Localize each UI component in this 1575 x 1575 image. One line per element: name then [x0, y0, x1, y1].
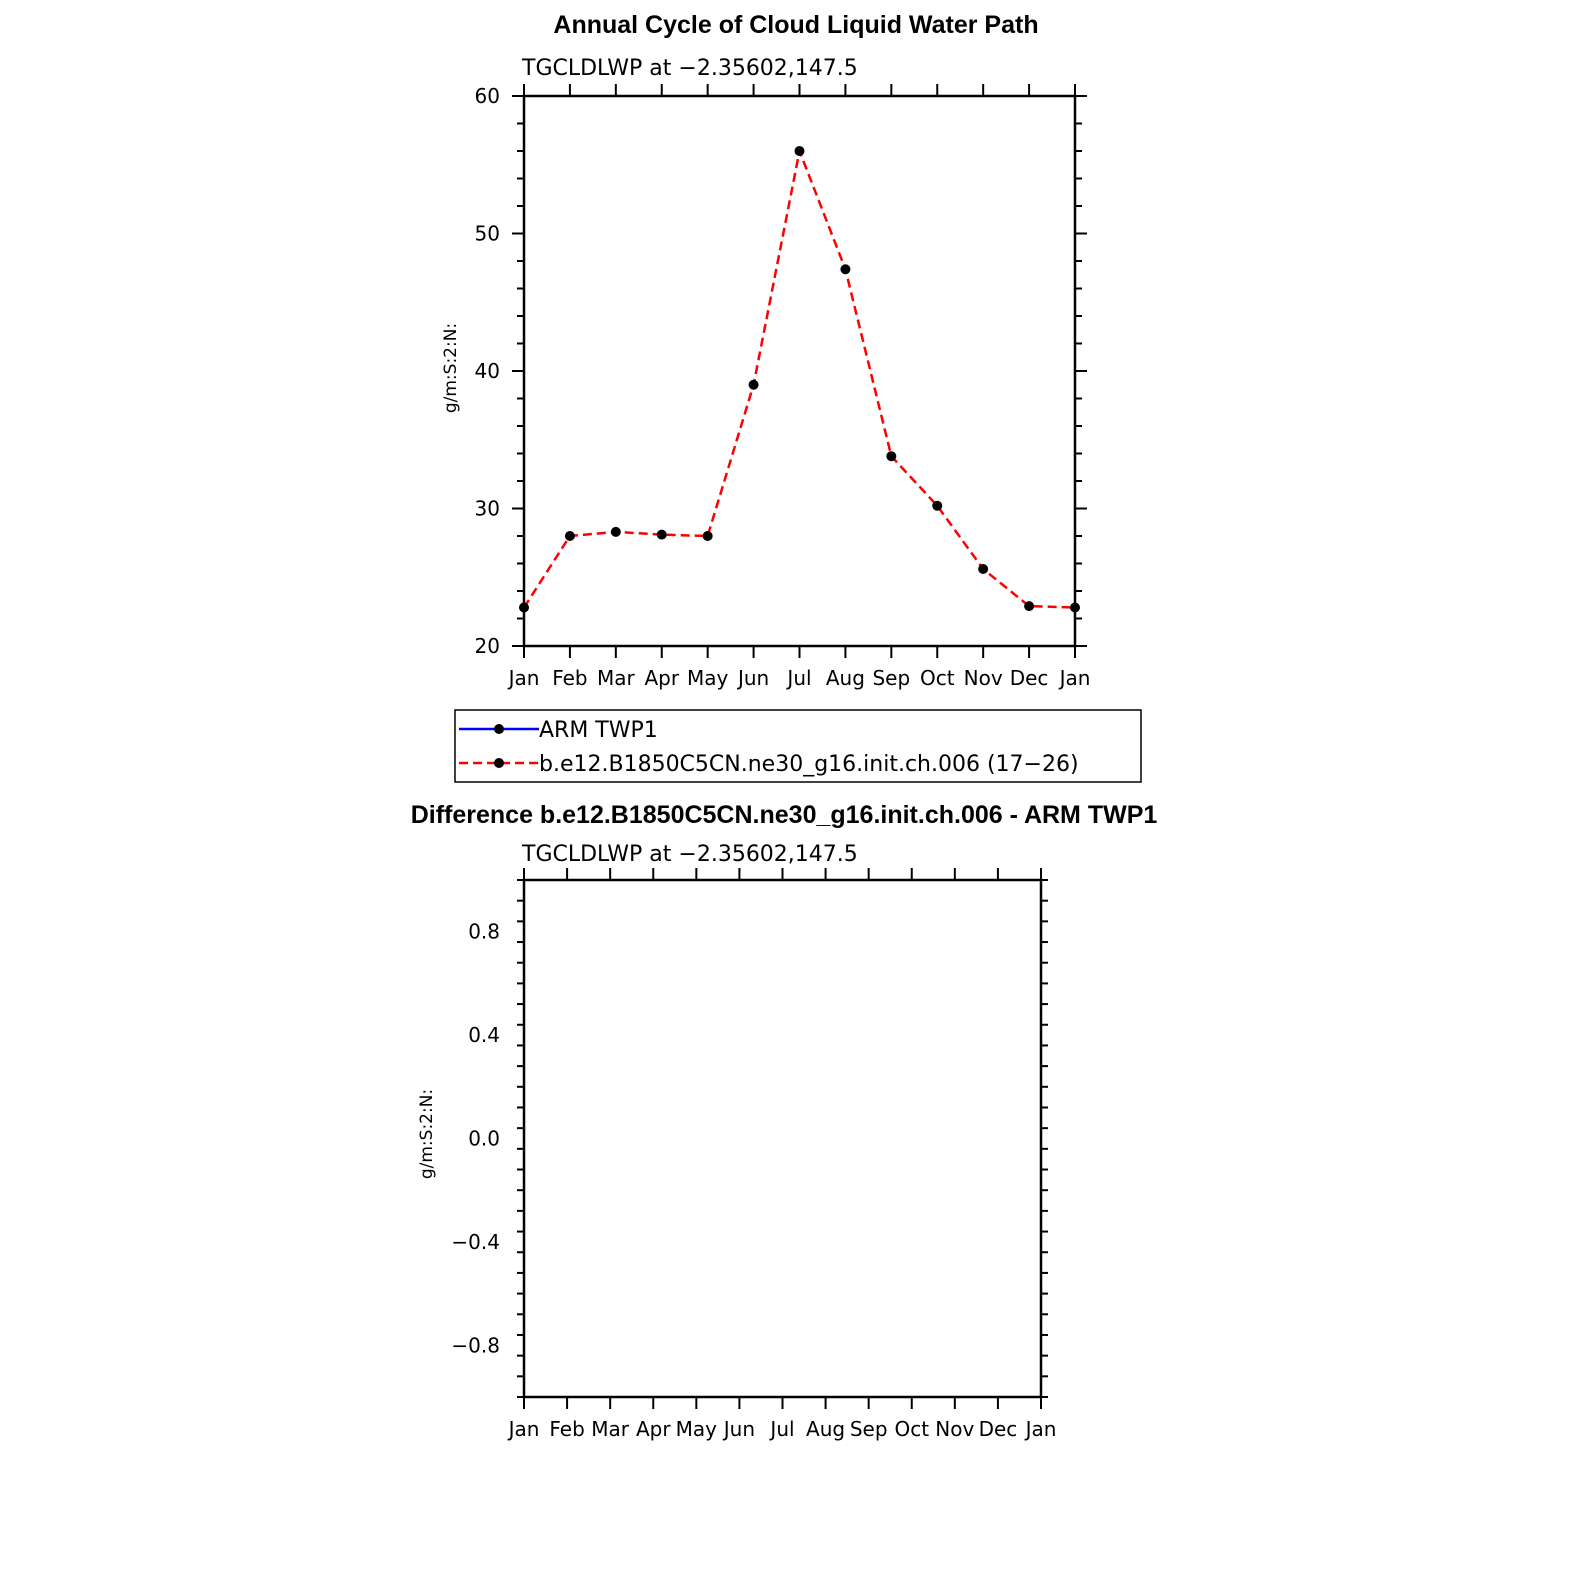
x-tick-label: Aug	[825, 666, 865, 690]
x-tick-label: Dec	[1009, 666, 1049, 690]
legend-marker-model	[494, 758, 504, 768]
y-tick-label: 0.4	[468, 1023, 500, 1048]
x-tick-label: Nov	[963, 666, 1003, 690]
data-point	[519, 603, 529, 613]
data-point	[657, 530, 667, 540]
data-point	[795, 146, 805, 156]
bottom-chart-axes	[451, 868, 1056, 1441]
x-tick-label: Mar	[596, 666, 635, 690]
x-tick-label: Dec	[978, 1417, 1018, 1441]
top-chart-subtitle: TGCLDLWP at −2.35602,147.5	[522, 56, 858, 81]
x-tick-label: Sep	[872, 666, 911, 690]
top-chart-y-axis-label: g/m:S:2:N:	[441, 322, 461, 414]
y-tick-label: 40	[474, 359, 500, 383]
series-line-1	[524, 151, 1075, 608]
bottom-chart-y-axis-label: g/m:S:2:N:	[417, 1088, 437, 1180]
data-point	[611, 527, 621, 537]
plot-frame	[524, 96, 1075, 646]
y-tick-label: 30	[474, 496, 500, 521]
x-tick-label: Jul	[787, 666, 812, 690]
x-tick-label: Jan	[1059, 666, 1091, 690]
data-point	[1024, 601, 1034, 611]
x-tick-label: May	[675, 1417, 718, 1441]
y-tick-label: 20	[474, 634, 500, 658]
x-tick-label: Jan	[1025, 1417, 1057, 1441]
x-tick-label: Nov	[935, 1417, 975, 1441]
x-tick-label: Sep	[849, 1417, 888, 1441]
data-point	[932, 501, 942, 511]
legend-label-model: b.e12.B1850C5CN.ne30_g16.init.ch.006 (17−26)	[539, 752, 1079, 777]
legend-label-arm-twp1: ARM TWP1	[539, 718, 658, 743]
x-tick-label: Oct	[894, 1417, 930, 1441]
x-tick-label: Oct	[919, 666, 955, 690]
data-point	[886, 451, 896, 461]
x-tick-label: May	[686, 666, 729, 690]
x-tick-label: Jul	[770, 1417, 795, 1441]
x-tick-label: Jun	[737, 666, 770, 690]
bottom-chart-title: Difference b.e12.B1850C5CN.ne30_g16.init.ch.006 - ARM TWP1	[410, 801, 1158, 829]
x-tick-label: Jan	[508, 1417, 540, 1441]
data-point	[703, 531, 713, 541]
y-tick-label: 50	[474, 221, 500, 246]
y-tick-label: 0.8	[468, 919, 500, 944]
data-point	[749, 380, 759, 390]
y-tick-label: −0.4	[451, 1229, 500, 1254]
top-chart-title: Annual Cycle of Cloud Liquid Water Path	[553, 11, 1039, 39]
top-chart-plot-area	[519, 146, 1080, 613]
data-point	[840, 264, 850, 274]
x-tick-label: Apr	[644, 666, 680, 690]
bottom-chart-subtitle: TGCLDLWP at −2.35602,147.5	[522, 842, 858, 867]
x-tick-label: Mar	[591, 1417, 630, 1441]
data-point	[978, 564, 988, 574]
x-tick-label: Feb	[552, 666, 588, 690]
x-tick-label: Feb	[549, 1417, 585, 1441]
legend-entry-model	[459, 752, 1079, 777]
legend-marker-arm-twp1	[494, 724, 504, 734]
data-point	[565, 531, 575, 541]
plot-frame	[524, 880, 1041, 1397]
y-tick-label: −0.8	[451, 1333, 500, 1358]
y-tick-label: 0.0	[468, 1126, 500, 1151]
y-tick-label: 60	[474, 84, 500, 108]
x-tick-label: Apr	[635, 1417, 671, 1441]
legend	[455, 710, 1141, 782]
x-tick-label: Aug	[806, 1417, 846, 1441]
x-tick-label: Jun	[723, 1417, 756, 1441]
data-point	[1070, 603, 1080, 613]
top-chart-axes	[475, 84, 1091, 690]
x-tick-label: Jan	[508, 666, 540, 690]
